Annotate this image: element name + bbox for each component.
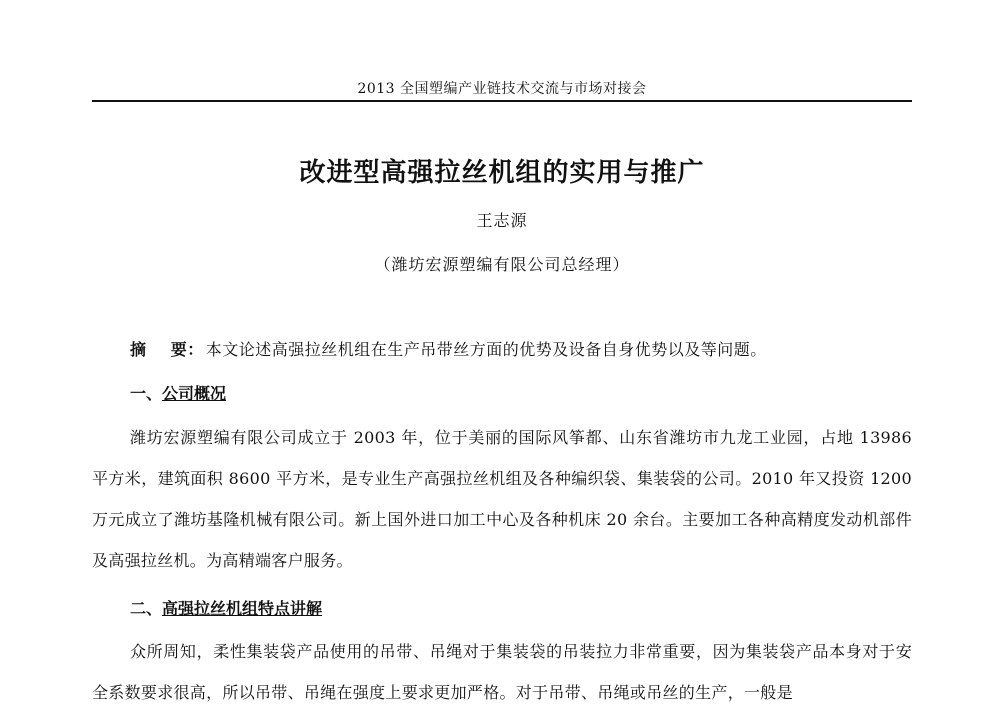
section-heading-1 [130, 381, 226, 404]
abstract-text: 本文论述高强拉丝机组在生产吊带丝方面的优势及设备自身优势以及等问题。 [205, 340, 767, 359]
section-number: 一、 [130, 384, 163, 403]
running-header: 2013 全国塑编产业链技术交流与市场对接会 [357, 81, 647, 97]
header-rule [92, 100, 912, 102]
section-number: 二、 [130, 599, 163, 618]
author-name: 王志源 [476, 211, 528, 230]
abstract [130, 337, 912, 360]
paper-title: 改进型高强拉丝机组的实用与推广 [299, 158, 705, 188]
section-title: 高强拉丝机组特点讲解 [162, 599, 323, 618]
section-title: 公司概况 [162, 384, 227, 403]
author-affiliation: （潍坊宏源塑编有限公司总经理） [374, 255, 630, 274]
abstract-label: 摘 要： [130, 340, 204, 359]
section-2-paragraph: 众所周知，柔性集装袋产品使用的吊带、吊绳对于集装袋的吊装拉力非常重要，因为集装袋产品本身对于安全系数要求很高，所以吊带、吊绳在强度上要求更加严格。对于吊带、吊绳或吊丝的生产，一般是 [92, 642, 912, 702]
section-heading-2 [130, 596, 322, 619]
section-1-paragraph: 潍坊宏源塑编有限公司成立于 2003 年，位于美丽的国际风筝都、山东省潍坊市九龙工业园，占地 13986 平方米，建筑面积 8600 平方米，是专业生产高强拉丝机组及各种编织袋、集装袋的公司。2010 年又投资 1200 万元成立了潍坊基隆机械有限公司。新上国外进口加工中心及各种机床 20 余台。主要加工各种高精度发动机部件及高强拉丝机。为高精端客户服务。 [92, 428, 912, 570]
